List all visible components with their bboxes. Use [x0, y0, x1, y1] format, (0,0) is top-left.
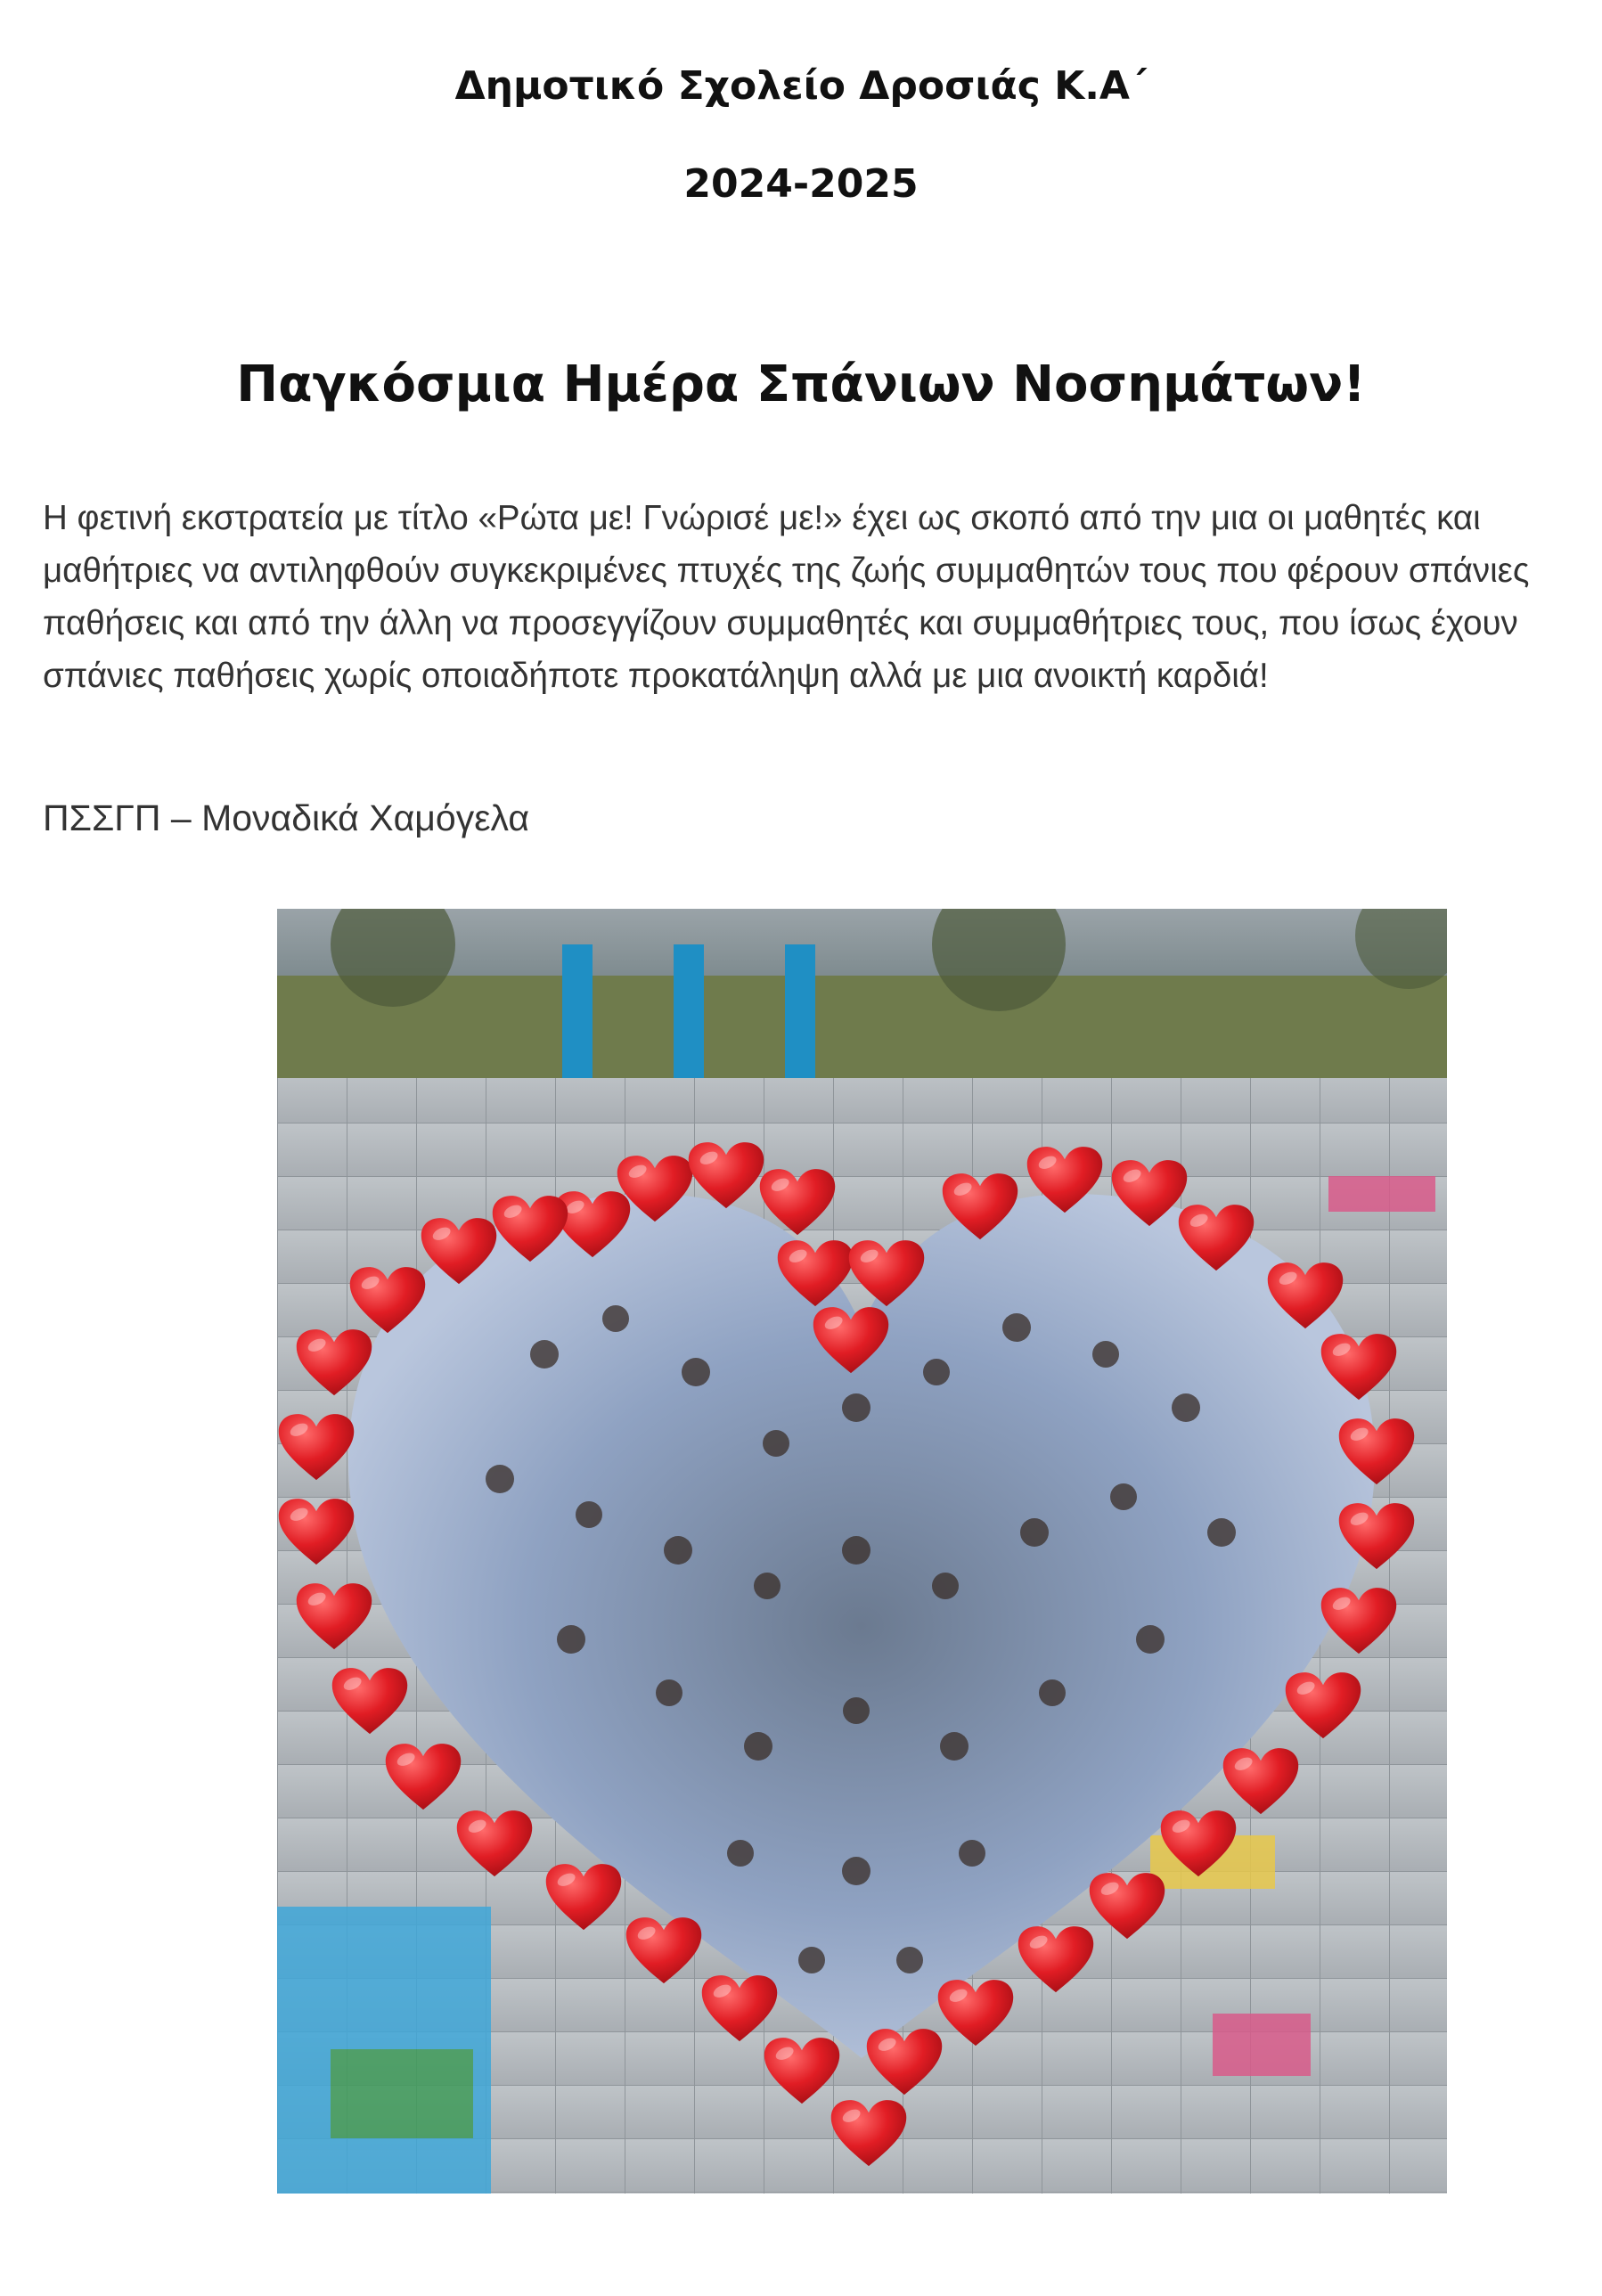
signature: ΠΣΣΓΠ – Μοναδικά Χαμόγελα	[43, 797, 530, 838]
school-name: Δημοτικό Σχολείο Δροσιάς Κ.Α΄	[454, 63, 1148, 109]
photo-grass	[277, 976, 1447, 1078]
page-title: Παγκόσμια Ημέρα Σπάνιων Νοσημάτων!	[236, 355, 1366, 413]
blue-post	[674, 944, 704, 1096]
blue-post	[785, 944, 815, 1096]
body-paragraph: Η φετινή εκστρατεία με τίτλο «Ρώτα με! Γνώρισέ με!» έχει ως σκοπό από την μια οι μαθητές και μαθήτριες να αντιληφθούν συγκεκριμένες πτυχές της ζωής συμμαθητών τους που φέρουν σπάνιες παθήσεις και από την άλλη να προσεγγίζουν συμμαθητές και συμμαθήτριες τους, που ίσως έχουν σπάνιες παθήσεις χωρίς οποιαδήποτε προκατάληψη αλλά με μια ανοικτή καρδιά!	[43, 499, 1530, 695]
school-year: 2024-2025	[683, 161, 919, 207]
students-heart-photo	[277, 909, 1447, 2194]
blue-post	[562, 944, 593, 1096]
